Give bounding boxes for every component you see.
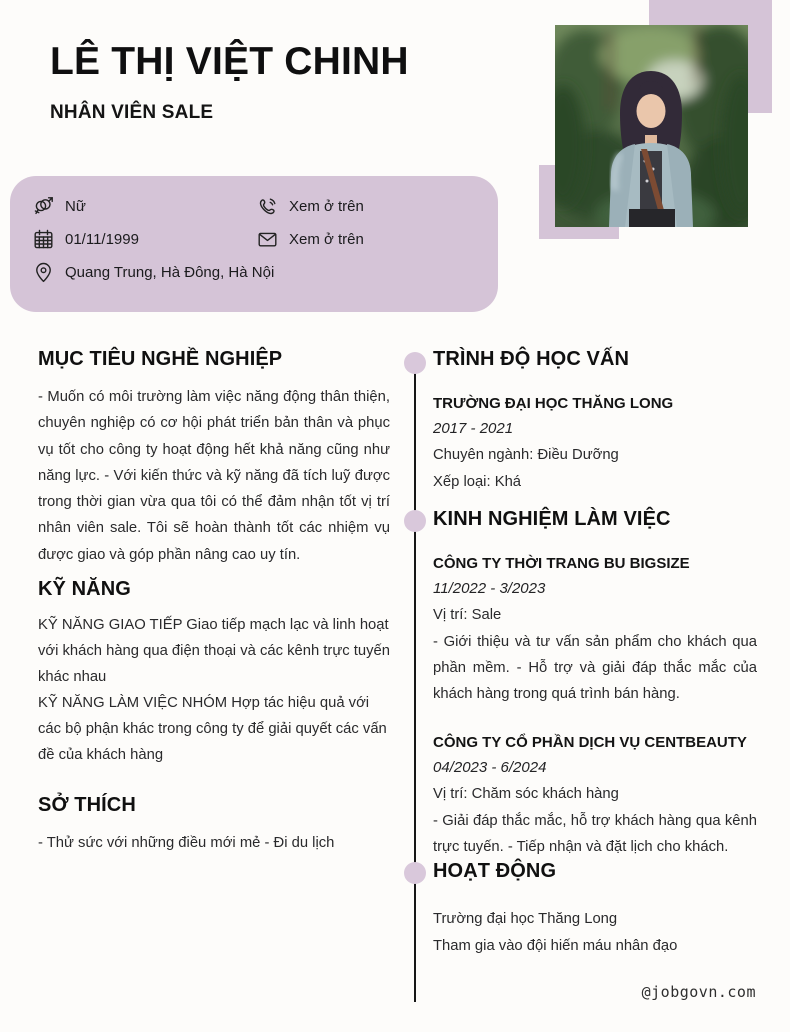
contact-address [32,261,274,284]
contact-birthdate-value: 01/11/1999 [65,231,139,248]
gender-icon [32,195,55,218]
experience-period: 11/2022 - 3/2023 [433,580,546,597]
experience-period: 04/2023 - 6/2024 [433,759,547,777]
objective-text: - Muốn có môi trường làm việc năng động thân thiện, chuyên nghiệp có cơ hội phát triển bản thân và phục vụ tốt cho công ty hoạt động hết khả năng cũng như năng lực. - Với kiến thức và kỹ năng đã tích luỹ được trong thời gian vừa qua tôi có thể đảm nhận tốt vị trí nhân viên sale. Tôi sẽ hoàn thành tốt các nhiệm vụ được giao và góp phần nâng cao uy tín. [38,389,390,563]
skill-item: KỸ NĂNG LÀM VIỆC NHÓM Hợp tác hiệu quả với các bộ phận khác trong công ty để giải quyết các vấn đề của khách hàng [38,695,387,764]
experience-entry [433,552,757,707]
experience-description: - Giải đáp thắc mắc, hỗ trợ khách hàng qua kênh trực tuyến. - Tiếp nhận và đặt lịch cho khách. [433,812,757,856]
section-heading-education: TRÌNH ĐỘ HỌC VẤN [433,348,630,370]
profile-photo [555,25,748,227]
candidate-name: LÊ THỊ VIỆT CHINH [50,40,409,83]
experience-role: Vị trí: Chăm sóc khách hàng [433,786,619,803]
education-school: TRƯỜNG ĐẠI HỌC THĂNG LONG [433,395,674,412]
contact-gender [32,195,86,218]
activity-item: Tham gia vào đội hiến máu nhân đạo [433,937,678,954]
phone-icon [256,195,279,218]
experience-entry [433,731,757,860]
contact-email-value: Xem ở trên [289,231,364,248]
section-heading-objective: MỤC TIÊU NGHỀ NGHIỆP [38,348,283,370]
contact-phone-value: Xem ở trên [289,198,364,215]
timeline-dot-education [404,352,426,374]
education-grade: Xếp loại: Khá [433,473,522,490]
section-heading-experience: KINH NGHIỆM LÀM VIỆC [433,508,671,530]
experience-description: - Giới thiệu và tư vấn sản phẩm cho khách qua phần mềm. - Hỗ trợ và giải đáp thắc mắc của khách hàng trong quá trình bán hàng. [433,633,757,703]
job-title: NHÂN VIÊN SALE [50,102,214,123]
calendar-icon [32,228,55,251]
contact-gender-value: Nữ [65,198,86,215]
experience-role: Vị trí: Sale [433,607,502,623]
section-heading-hobbies: SỞ THÍCH [38,794,136,817]
experience-company: CÔNG TY THỜI TRANG BU BIGSIZE [433,555,690,572]
activity-item: Trường đại học Thăng Long [433,911,618,927]
timeline-line [414,363,416,1002]
contact-card [10,176,498,312]
education-period: 2017 - 2021 [433,420,514,437]
activities-section [433,858,757,959]
contact-birthdate [32,228,139,251]
timeline-dot-experience [404,510,426,532]
timeline-dot-activities [404,862,426,884]
section-heading-skills: KỸ NĂNG [38,578,131,601]
experience-section [433,506,757,860]
watermark: @jobgovn.com [641,983,756,1001]
section-heading-activities: HOẠT ĐỘNG [433,860,557,882]
hobby-text: - Thử sức với những điều mới mẻ - Đi du lịch [38,835,335,852]
contact-address-value: Quang Trung, Hà Đông, Hà Nội [65,264,275,281]
skill-item: KỸ NĂNG GIAO TIẾP Giao tiếp mạch lạc và linh hoạt với khách hàng qua điện thoại và các kênh trực tuyến khác nhau [38,617,390,686]
experience-company: CÔNG TY CỔ PHẦN DỊCH VỤ CENTBEAUTY [433,734,747,752]
left-column [38,346,390,856]
contact-phone [256,195,364,218]
email-icon [256,228,279,251]
education-section [433,346,757,495]
location-icon [32,261,55,284]
education-major: Chuyên ngành: Điều Dưỡng [433,447,619,463]
contact-email [256,228,364,251]
